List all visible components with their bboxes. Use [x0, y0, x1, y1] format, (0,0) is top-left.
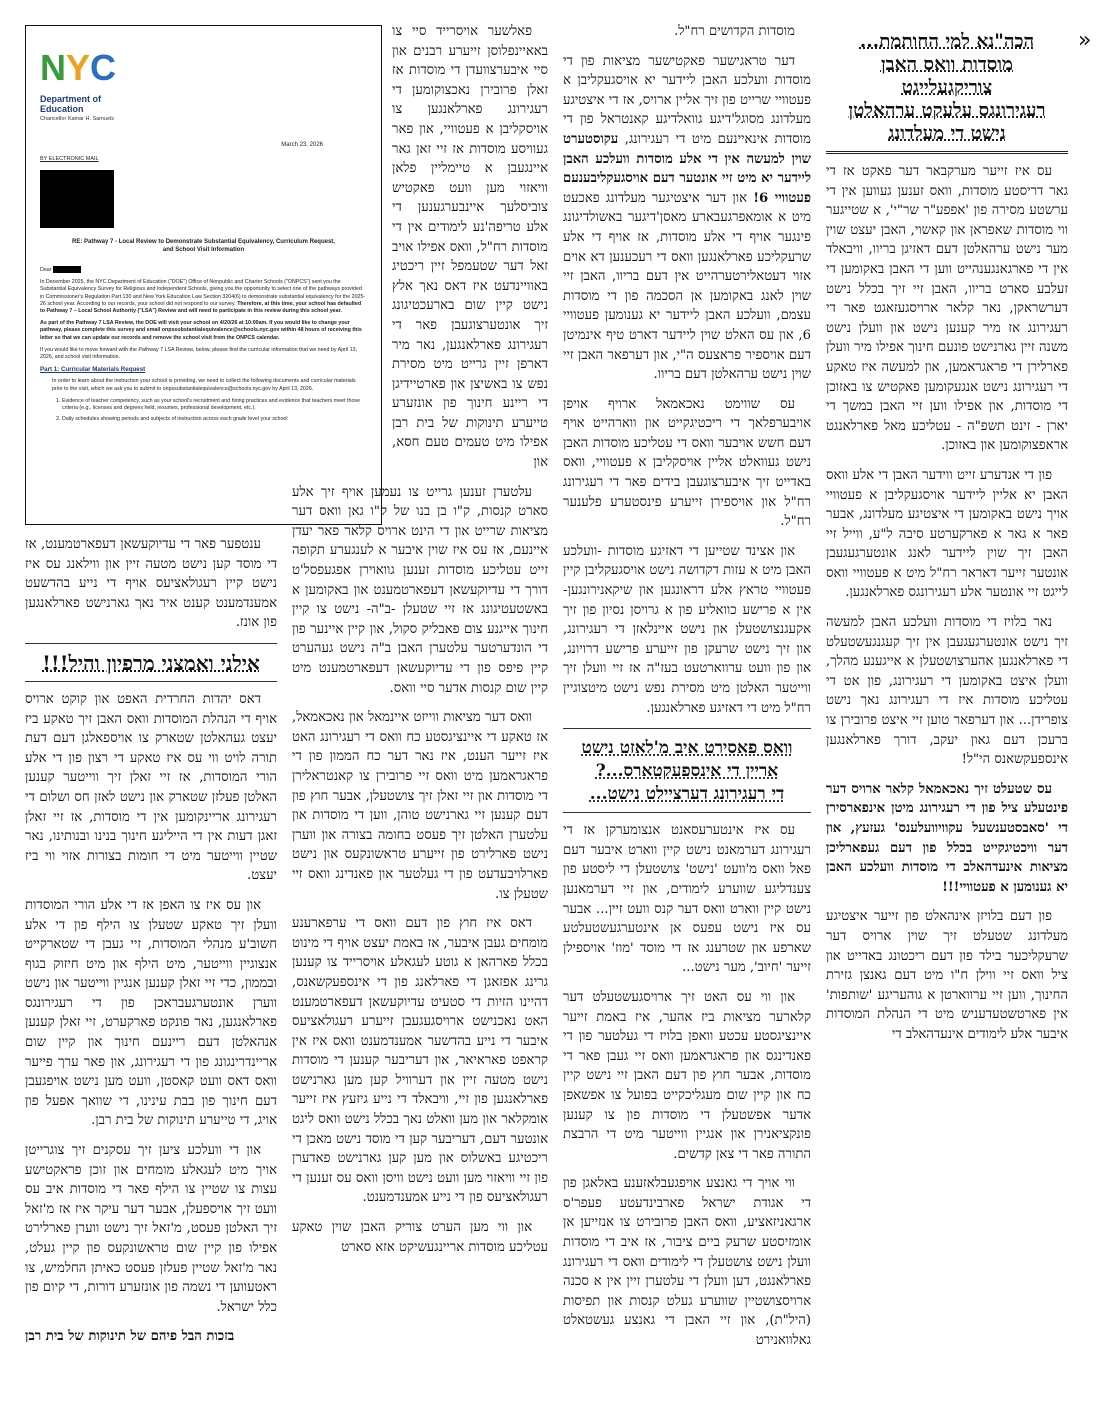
- letter-paragraph: If you would like to move forward with the Pathway 7 LSA Review, below, please find the curricular information that we need by April 13, 2026, and school visit information.: [40, 346, 358, 360]
- paragraph: פון די אנדערע זייט ווידער האבן די אלע וואס האבן יא אליין ליידער אויסגעקליבן א פעטוויי אויך נישט באקומען די איצטיגע מעלדונג, אבער פאר א גאר א פארקערטע סיבה ל"ע, ווייל זיי האבן זיך שוין ליידער לאנג אונטערגעגעבן אונטער זייער דאראר רח"ל מיט א פעטוויי וואס לייגט זיי אונטער אלע רעגירונגס פארלאנגען.: [826, 467, 1068, 601]
- paragraph: און עס איז צו האפן אז די אלע הורי המוסדות וועלן זיך טאקע שטעלן צו הילף פון די אלע חשוב'ע מנהלי המוסדות, זיי געבן די שטארקייט אנצוגיין ווייטער, מיט הילף און מיט חיזוק בגוף ובממון, כדי זיי זאלן קענען אנגיין ווייטער און נישט ווערן אונטערגעבראכן פון די רעגירונגס פארלאנגען, נאר פונקט פארקערט, זיי זאלן קענען אנהאלטן דעם ריינעם חינוך און קיין שום אריינדרינגונג פון די רעגירונג, און פאר ערך פייער וואס דאס וועט קאסטן, וועט מען נישט אויפגעבן דעם חינוך פון בבת עינינו, די שוואך אפעל פון אויג, די טייערע תינוקות של בית רבן.: [25, 897, 277, 1129]
- letter-paragraph: In order to learn about the instruction your school is providing, we need to collect the following documents and curricular materials prior to the visit, which we ask you to submit to onpssubstantialequivalence@schools.nyc.gov by April 13, 2026.: [52, 378, 356, 392]
- divider: [563, 728, 811, 729]
- paragraph: עלטערן זענען גרייט צו נעמען אויף זיך אלע סארט קנסות, ק"ו בן בנו של ק"ו גאן וואס דער מציאות שרייט און די הינט ארויס קלאר פאר יעדן איינעם, אז עס איז שוין איבער א לענגערע תקופה זייט עטליכע מוסדות זענען גוואוירן אפגעפסל'ט דורך די עדיוקעשאן דעפארטמענט און באקומען א באשטעטיגונג אז זיי שטעלן -ב"ה- נישט צו קיין חינוך אייגנע צום פאבליק סקול, און קיין איינער פון די הונדערטער עלטערן האבן ב"ה נישט געהערט קיין פיפס פון די עדיוקעשאן דעפארטמענט מיט קיין שום קנסות אדער סיי וואס.: [292, 484, 548, 696]
- paragraph: ווי אויך די גאנצע אויפגעבלאזענע באלאגן פון די אגודת ישראל פארבינדעטע פעפר'ס ארגאניזאציע, וואס האבן פרובירט צו אנזייען אן אומזיסטע שרעק ביים ציבור, אז איב די מוסדות וועלן נישט צושטעלן די לימודים וואס די רעגירונג פארלאנגט, דען וועלן די עלטערן זיין אין א סכנה ארויסצושטיין שווערע געלט קנסות און תפיסות (היל"ת), און זיי האבן די גאנצע געשטאלט גאלוואנירט: [563, 1176, 811, 1349]
- paragraph: פון דעם בלויזן אינהאלט פון זייער איצטיגע מעלדונג שטעלט זיך שוין ארויס דער שרעקליכער בילד פון דעם ריכטונג באדייט און ציל וואס זיי ווילן ח"ו מיט דעם גאנצן גזירת החינוך, ווען זיי ערווארטן א גוהעריגע 'שותפות' אין פארטשטעדעניש מיט די הנהלת המוסדות איבער אלע לימודים אינעדהאלב די: [826, 909, 1068, 1042]
- svg-text:NYC: NYC: [40, 47, 117, 88]
- paragraph: עס שטעלט זיך נאכאמאל קלאר ארויס דער פינטעלע ציל פון די רעגירונג מיטן אינפארסירן די 'סאבסטענשעל עקוויוועלענס' געזעץ, און דער וויכטיגקייט בכלל פון דעם געפארליכן מציאות אינעדהאלב די מוסדות וועלכע האבן יא גענומען א פעטוויי!!!: [826, 781, 1068, 895]
- column-4: [25, 535, 277, 1420]
- column-2: [563, 22, 811, 1420]
- signature-line: בזכות הבל פיהם של תינוקות של בית רבן: [25, 1329, 235, 1345]
- paragraph: און די וועלכע ציען זיך עסקנים זיך צוגרייטן אויך מיט לעגאלע מומחים און זוכן פראקטישע עצות צו שטיין צו הילף פאר די מוסדות איב עס וועט זיך אויספעלן, אבער דער עיקר איז אז מ'זאל זיך האלטן פעסט, מ'זאל זיך נישט ווערן פארלירט אפילו פון קיין שום טראשונקעס פון קיין געלט, נאר מ'זאל שטיין פעלזן פעסט כאיתן החלמיש, צו ראטעווען די נשמה פון אונזערע דורות, די קיום פון כלל ישראל.: [25, 1143, 277, 1315]
- paragraph: פאלשער אויסרייד סיי צו באאיינפלוסן זייערע רבנים און סיי איבערצוועדן די מוסדות אז זאלן פרובירן נאכצוקומען די רעגירונג פארלאנגען צו אויסקליבן א פעטוויי, און פאר געוויסע מוסדות אז זיי זאן גאר איינגעבן א טיימליין פלאן וויאזוי מען וועט פאקטיש צוביסלעך איינבערגענען די אלע טריפה'נע לימודים אין די מוסדות רח"ל, וואס אפילו אויב זאל דער שטעמפל זיין ריכטיג באוויינדעט איז דאס נאך אלץ נישט קיין שום בארעכטיגונג זיך אונטערצוגעבן פאר די רעגירונג פארלאנגען, נאר מיר דארפן זיין גרייט מיט מסירת נפש צו באשיצן און פארטיידיגן די ריינע חינוך פון אונזערע טייערע תינוקות של בית רבן אפילו מיט טעמים טעם חסא, און: [392, 24, 548, 471]
- redacted-address-block: [40, 170, 114, 228]
- paragraph: דער טראגישער פאקטישער מציאות פון די מוסדות וועלכע האבן ליידער יא אויסגעקליבן א פעטוויי שרייט פון זיך אליין ארויס, אז די איצטיגע מעלדונג מסוגל'דיגע גוואלדיגע קאנטראל פון די מוסדות אינאיינעם מיט די רעגירונג, עקוסטערט שוין למעשה אין די אלע מוסדות וועלכע האבן ליידער יא מיט זיי אונטער דעם אויסגעקליבענעם פעטוויי 6! און דער איצטיגער מעלדונג פאכעט מיט א אומאפרגעבארע מאסן'דיגער באשולדיגונג פינגער אויף די אלע מוסדות, אז אויף די אלע שרעקליכע פארלאנגען וואס די רעכענען דא אוים אזוי דעטאלירטערהייט אין דעם בריוו, האבן זיי שוין לאנג באקומען אן הסכמה פון די מוסדות עצמם, וועלכע האבן ליידער יא גענומען פעטוויי 6, און עס האלט שוין ליידער דארט טיף אינמיטן דעם אויספיר פראצעס ה"י, און דערפאר האבן זיי שוין נישט ערהאלטן דעם בריוו.: [563, 53, 812, 383]
- headline-1: הכה"נא למי החותמת... מוסדות וואס האבן צוריקגעלייגט רעגירונגס עלעקט ערהאלטן נישט די מעלדונג: [848, 31, 1046, 144]
- paragraph: נאר בלויז די מוסדות וועלכע האבן למעשה זיך נישט אונטערגעגעבן אין זיך קעגנגעשטעלט די פארלאנגען אהערצושטעלן א אייגענע מהלך, וועלן איצט באקומען די רעגירונג, פון אט די עטליכע מוסדות איז די רעגירונג נאך נישט צופרידן... און דערפאר טוען זיי איצט פרובירן צו ברעכן דעם גאון יעקב, דורך פארלאנגען אינספעקשאנס הי"ל!: [826, 615, 1068, 768]
- divider: [25, 643, 277, 644]
- letter-paragraph: In December 2025, the NYC Department of Education ("DOE") Office of Nonpublic and Charter Schools ("ONPCS") sent you the Substantial Equivalency Survey for Religious and Independent Schools, giving you the opportunity to select one of the pathways provided in Commissioner's Regulation Part 130 and New York Education Law Section 3204(6) to demonstrate substantial equivalency for the 2025-26 school year. According to our records, your school did not respond to our survey. Therefore, at this time, your school has defaulted to Pathway 7 – Local School Authority ("LSA") Review and will need to participate in this review during this school year.: [40, 279, 366, 314]
- paragraph: וואס דער מציאות ווייזט איינמאל און נאכאמאל, אז טאקע די איינציגסטע כח וואס די רעגירונג האט איז זייער הענט, איז נאר דער כח הממון פון די פראגראמען מיט וואס זיי פרובירן צו קאנטראלירן די מוסדות און זיי זאלן זיך צושטעלן, אבער חוץ פון דעם קענען זיי גארנישט טוהן, ווען די מוסדות און עלטערן האלטן זיך פעסט בחומה בצורה און ווערן נישט פארלירט פון זייערע טראשונקעס און נישט פארלויבעדעט פון די געלטער און פאנדינג וואס זיי שטעלן צו.: [292, 710, 548, 902]
- divider: [563, 812, 811, 813]
- letter-date: March 23, 2026: [281, 142, 323, 148]
- paragraph: עס שווימט נאכאמאל ארויף אויפן אויבערפלאך די ריכטיגקייט און ווארהייט אויף דעם חשש אויבער וואס די עטליכע מוסדות האבן נישט געוואלט אליין אויסקליבן א פעטוויי, וואס באדייט זיך איבערצוגעבן בידים פאר די רעגירונג רח"ל און אויספירן זייערע פינסטערע פלענער רח"ל.: [563, 396, 811, 530]
- quote-mark: »: [1078, 28, 1092, 53]
- letter-subject: RE: Pathway 7 - Local Review to Demonstrate Substantial Equivalency, Curriculum Request, and School Visit Information: [72, 239, 335, 253]
- paragraph: ענטפער פאר די עדיוקעשאן דעפארטמענט, אז די מוסד קען נישט מטעה זיין און ווילאנג עס איז נישט קיין רעגולאציעס אויף די נייע בהדשעט אמענדמענט קענט איר נאך גארנישט פארלאנגען פון אונז.: [25, 537, 277, 631]
- department-name: Department of Education: [40, 94, 102, 114]
- redacted-name: [53, 266, 81, 273]
- paragraph: עס איז אינטערעסאנט אנצומערקן אז די רעגירונג דערמאנט נישט קיין ווארט איבער דעם פאל וואס מ'וועט 'נישט' צושטעלן די ליסטע פון צענדליגע שווערע לימודים, און זיי דערמאנען נישט קיין ווארט וואס דער קנס וועט זיין... אבער עס איז נישט עפעס אן אינטערגעשטעלטע שארפע און שטרענג אז די מוסד 'מוז' אויספילן זייער 'חיוב', מער נישט...: [563, 823, 811, 976]
- headline-3: אילני ואמצני מרפיון והיל!!!: [42, 650, 260, 675]
- paragraph: דאס יהדות החרדית האפט און קוקט ארויס אויף די הנהלת המוסדות וואס האבן זיך טאקע ביז יעצט געהאלטן שטארק צו אויספאלגן דעם דעת תורה לויט ווי עס איז טאקע די רצון פון די אלע הורי המוסדות, אז זיי זאלן זיך ווייטער קענען האלטן פעלזן שטארק און נישט לאזן חס ושלום די רעגירונג אריינקומען אין די מוסדות, אז זיי זאלן זאגן דעות אין די הייליגע חינוך בנינו ובנותינו, נאר שטיין ווייטער מיט די חומות בצורות אזוי ווי ביז יעצט.: [25, 691, 277, 884]
- paragraph: און ווי עס האט זיך ארויסגעשטעלט דער קלארער מציאות ביז אהער, איז באמת זייער איינציגסטע עכטע וואפן בלויז די געלטער פון די פאנדינגס און פראגראמען וואס זיי געבן פאר די מוסדות, אבער חוץ פון דעם האבן זיי נישט קיין כח און קיין שום מעגליכקייט בפועל צו אפשאפן אדער אפשטעלן די מוסדות פון צו קענען פונקציאנירן און אנגיין ווייטער מיט די הרבצת התורה פאר די צאן קדשים.: [563, 989, 811, 1162]
- nyc-logo-icon: [40, 44, 117, 90]
- column-1: [826, 30, 1068, 1420]
- letter-salutation: Dear: [40, 266, 367, 274]
- paragraph: דאס איז חוץ פון דעם וואס די ערפארענע מומחים געבן איבער, אז באמת יעצט אויף די מינוט בכלל פארהאן א גוטע לעגאלע אויסרייד צו קענען גרינג אפזאגן די פארלאנג פון די אינספעקשאנס, דהיינו הזיות די סטעיט עדיוקעשאן דעפארטמענט האט נאכנישט ארויסגעגעבן זייערע רעגולאציעס איבער די נייע בהדשער אמענדמענט וואס איז אין קראפט פאראיאר, און דעריבער קענען די מוסדות נישט מטעה זיין און דערוויל קען מען גארנישט פארלאנגען פון זיי, וויבאלד די נייע גיזעץ איז זייער אומקלאר און מען וואלט נאך בכלל נישט וואס ליגט אונטער דעם, דעריבער קען די מוסד נישט מאכן די ריכטיגע באשלוס און מען קען גארנישט פאדערן פון זיי וויאזוי מען וועט נישט וויסן וואס עס זענען די רעגולאציעס פון די נייע אמענדמענט.: [292, 916, 548, 1206]
- divider: [25, 681, 277, 682]
- paragraph: מוסדות הקדושים רח"ל.: [674, 24, 795, 39]
- paragraph: און ווי מען הערט צוריק האבן שוין טאקע עטליכע מוסדות אריינגעשיקט אזא סארט: [292, 1220, 548, 1255]
- by-email-label: BY ELECTRONIC MAIL: [40, 156, 99, 162]
- paragraph: און אצינד שטייען די דאזיגע מוסדות -וועלכע האבן מיט א עזות דקדושה נישט אויסגעקליבן קיין פעטוויי טראץ אלע דראונגען און שיקאנירונגען- אין א פרישע כוואליע פון א גרויסן נסיון פון זיך אקעגנצושטעלן און נישט איינלאזן די רעגירונג, און זיך נישט שרעקן פון זייערע פרישע דרויונג, און פון וועט ערווארטעט בעז"ה אז זיי וועלן זיך ווייטער האלטן מיט מסירת נפש נישט מיטצוגיין רח"ל מיט די דאזיגע פארלאנגען.: [563, 543, 811, 716]
- paragraph: עס איז זייער מערקבאר דער פאקט אז די גאר דריסטע מוסדות, וואס זענען געווען אין די ערשטע מסירה פון 'אפפע"ר שר"י', א שטייגער ווי מוסדות שאפראן און קאשוי, האבן יעצט שוין מער נישט ערהאלטן דעם דאזיגן בריוו, וויבאלד אין די פארגאנגענהייט ווען די האבן באקומען די זעלבע סארט בריוו, האבן זיי זיך בכלל נישט דערשראקן, נאר קלאר ארויסגעזאגט פאר די רעגירונג אז מיר קענען נישט און וועלן נישט משנה זיין גארנישט פונעם חינוך אפילו מיר וועלן פארלירן די פראגראמען, און למעשה איז טאקע די רעגירונג נישט אנגעקומען פאקטיש צו באזוכן די מוסדות, און אפילו ווען זיי האבן במשך די יארן - זינט תשפ"ה - עטליכע מאל פארלאנגט אראפצוקומען און באזוכן.: [826, 164, 1068, 454]
- column-3: [292, 22, 548, 1420]
- part1-heading: Part 1: Curricular Materials Request: [40, 366, 146, 374]
- chancellor-name: Chancellor Kamar H. Samuels: [40, 116, 114, 122]
- divider: [826, 151, 1068, 154]
- list-item: 2. Daily schedules showing periods and subjects of instruction across each grade level your school: [62, 416, 367, 423]
- list-item: 1. Evidence of teacher competency, such as your school's recruitment and hiring practices and evidence that teachers meet those criteria (e.g., licenses and degrees held, resumes, professional development, etc.).: [62, 398, 367, 412]
- headline-2: וואס פאסירט איב מ'לאזט נישט אריין די אינספעקטארס...? די רעגירונג דערציילט נישט...: [581, 738, 793, 805]
- letter-paragraph: As part of the Pathway 7 LSA Review, the DOE will visit your school on 4/20/26 at 10:00am. If you would like to change your pathway, please complete this survey and email onpssubstantialequivalence@schools.nyc.gov within 48 hours of receiving this letter so that we can update our records and remove the school visit from the ONPCS calendar.: [40, 320, 362, 341]
